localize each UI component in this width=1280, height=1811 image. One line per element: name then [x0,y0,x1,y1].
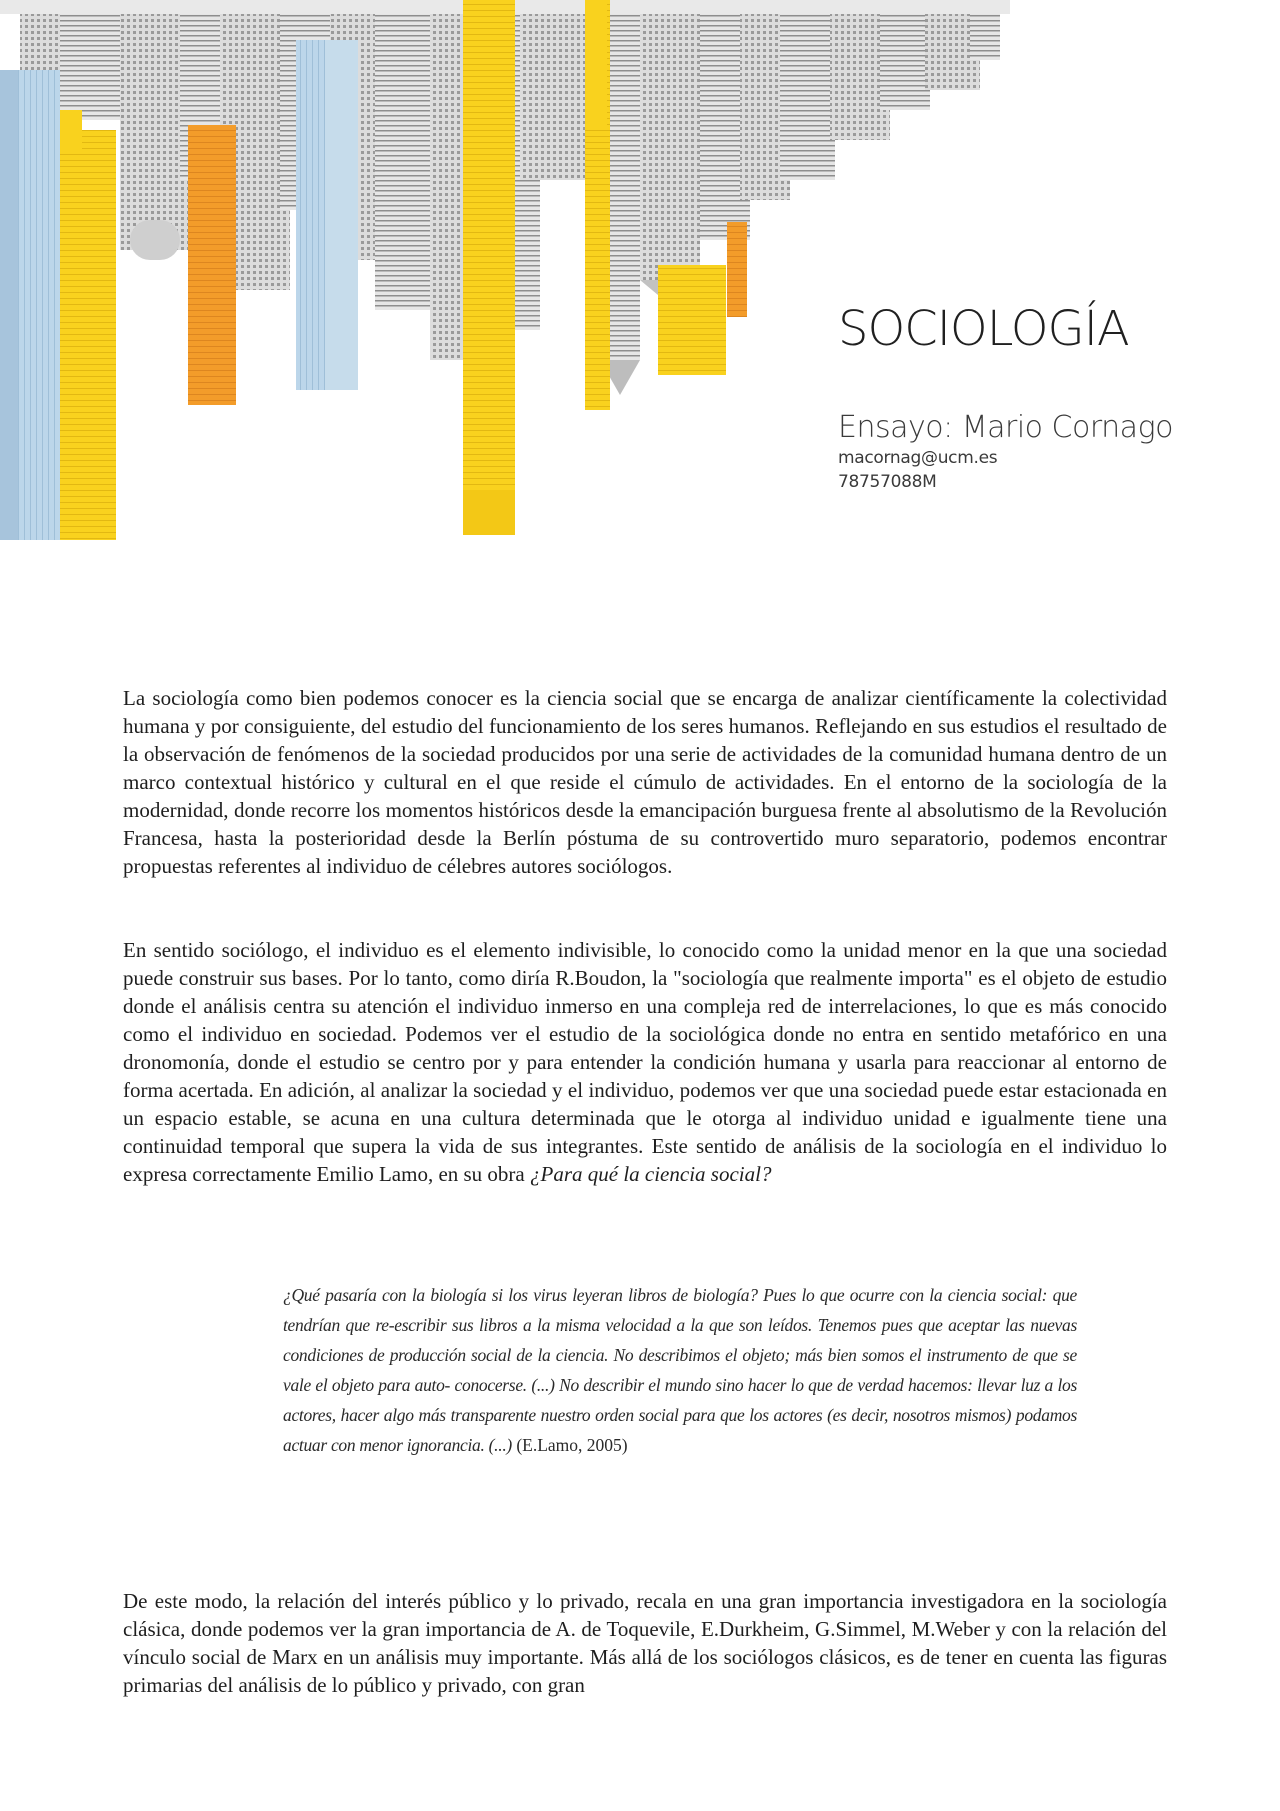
paragraph-2-text: En sentido sociólogo, el individuo es el elemento indivisible, lo conocido como la unidad menor en la que una sociedad puede construir sus bases. Por lo tanto, como diría R.Boudon, la "sociología que realmente importa" es el objeto de estudio donde el análisis centra su atención el individuo inmerso en una compleja red de interrelaciones, lo que es más conocido como el individuo en sociedad. Podemos ver el estudio de la sociológica donde no entra en sentido metafórico en una dronomonía, donde el estudio se centro por y para entender la condición humana y usarla para reaccionar al entorno de forma acertada. En adición, al analizar la sociedad y el individuo, podemos ver que una sociedad puede estar estacionada en un espacio estable, se acuna en una cultura determinada que le otorga al individuo unidad e igualmente tiene una continuidad temporal que supera la vida de sus integrantes. Este sentido de análisis de la sociología en el individuo lo expresa correctamente Emilio Lamo, en su obra [123,938,1167,1186]
quote-text: ¿Qué pasaría con la biología si los virus leyeran libros de biología? Pues lo que ocurre con la ciencia social: que tendrían que re-escribir sus libros a la misma velocidad a la que son leídos. Tenemos pues que aceptar las nuevas condiciones de producción social de la ciencia. No describimos el objeto; más bien somos el instrumento de que se vale el objeto para auto- conocerse. (...) No describir el mundo sino hacer lo que de verdad hacemos: llevar luz a los actores, hacer algo más transparente nuestro orden social para que los actores (es decir, nosotros mismos) podamos actuar con menor ignorancia. (...) [283,1285,1077,1455]
paragraph-3: De este modo, la relación del interés público y lo privado, recala en una gran importancia investigadora en la sociología clásica, donde podemos ver la gran importancia de A. de Toquevile, E.Durkheim, G.Simmel, M.Weber y con la relación del vínculo social de Marx en un análisis muy importante. Más allá de los sociólogos clásicos, es de tener en cuenta las figuras primarias del análisis de lo público y privado, con gran [123,1589,1167,1697]
author-id-number: 78757088M [838,472,937,492]
title-block [838,301,1129,357]
paragraph-2 [123,936,1167,1188]
author-email: macornag@ucm.es [838,448,998,468]
document-title: SOCIOLOGÍA [838,301,1129,357]
quote-citation: (E.Lamo, 2005) [516,1435,628,1455]
author-line: Ensayo: Mario Cornago [838,410,1173,445]
paragraph-1: La sociología como bien podemos conocer es la ciencia social que se encarga de analizar científicamente la colectividad humana y por consiguiente, del estudio del funcionamiento de los seres humanos. Reflejando en sus estudios el resultado de la observación de fenómenos de la sociedad producidos por una serie de actividades de la comunidad humana dentro de un marco contextual histórico y cultural en el que reside el cúmulo de actividades. En el entorno de la sociología de la modernidad, donde recorre los momentos históricos desde la emancipación burguesa frente al absolutismo de la Revolución Francesa, hasta la posterioridad desde la Berlín póstuma de su controvertido muro separatorio, podemos encontrar propuestas referentes al individuo de célebres autores sociólogos. [123,686,1167,878]
cited-work-title: ¿Para qué la ciencia social? [530,1162,772,1186]
block-quote [283,1280,1077,1460]
